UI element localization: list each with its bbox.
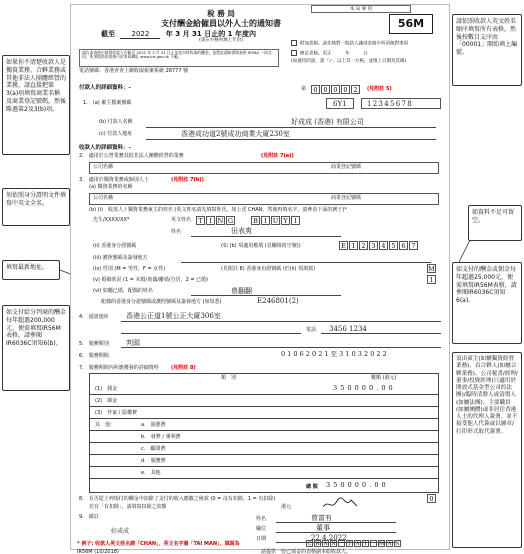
callout-signatory: 須由東主(如屬獨資經營業務)、首合夥人(如屬合夥業務)、公司秘書/經理/董事/投資經理(只適用於開放式基金型公司的法團)/臨時清盤人或清盤人(如屬法團)、主要職員(如屬團體)或非居住香港人士的代理人簽署。並不接受他人代簽或以圖章/打印形式取代簽署。: [452, 352, 522, 548]
table-row-divider: [89, 478, 439, 479]
table-row-label: 其 他：: [95, 422, 116, 428]
table-row-label: (3) 作家 / 版權費: [95, 410, 137, 416]
form-title: 支付酬金給僱員以外人士的通知書: [161, 19, 281, 28]
table-row-divider: [89, 406, 439, 407]
table-row-sublabel: b. 發費 / 專利費: [141, 434, 181, 440]
checkbox-note: (如適用的請，請「✓」以上其一方格，並填上日期及頁碼): [291, 59, 407, 65]
company-row-1[interactable]: [89, 162, 439, 174]
sex-box[interactable]: M: [428, 265, 435, 273]
company-row-2[interactable]: [89, 193, 439, 205]
table-row-divider: [89, 454, 439, 455]
chinese-name[interactable]: 田表爽: [231, 227, 252, 235]
payer-address[interactable]: 香港成功道2號成功商業大廈230室: [181, 130, 290, 138]
table-row-amount[interactable]: 3 5 0 0 0 0 . 0 0: [333, 384, 394, 392]
table-row-sublabel: a. 演藝費: [141, 422, 166, 428]
table-row-label: (1) 佣金: [95, 386, 118, 392]
instruction-note: 請在本表格中填寫收款人在截至 2022 年 3 月 31 日止年度內所收取的酬金，並將此通知書與表格 IR56A 一同交回。所須填寫的表格可於本局網址 www.ird.gov.hk 下載。: [79, 49, 279, 67]
table-row-sublabel: e. 其他: [141, 470, 161, 476]
tax-deducted-box[interactable]: 0: [427, 494, 437, 503]
payer-section-title: 付款人的詳細資料：-: [79, 85, 131, 91]
table-row-divider: [89, 430, 439, 431]
form-type-checkboxes: [291, 40, 446, 68]
table-row-sublabel: c. 顧問費: [141, 446, 166, 452]
sign-date[interactable]: 22.4.2022: [311, 534, 347, 542]
signer-name[interactable]: 曾富有: [311, 514, 332, 522]
table-row-divider: [89, 394, 439, 395]
english-name-boxes[interactable]: T I N G B I U Y I: [196, 216, 301, 225]
year-note: (請在方格內填上年份): [198, 38, 243, 43]
callout-business-type: 如果你不清楚收款人是獨資業務、合夥業務或其他非法人團體經營的業務，請直接把第3(a)項填寫商業名稱及商業登記號碼，然後略過第2及3(b)項。: [2, 55, 70, 155]
callout-sheet-order: 請依照收款人英文姓名順序填寫所有表格，然後按數目支序由「00001」開始填上編號。: [452, 14, 522, 86]
sheet-number-digits[interactable]: 0 0 0 0 2: [311, 85, 361, 94]
table-row-divider: [89, 466, 439, 467]
telephone[interactable]: 3456 1234: [329, 325, 367, 333]
service-type[interactable]: 判頭: [126, 339, 140, 347]
note-footer: 電話號碼：香港查查上網收取報案系統 28777 號: [79, 68, 189, 74]
office-use-box: 本 局 專 用: [311, 5, 411, 13]
example-name-boxes: C H A N T A I M A N: [307, 541, 400, 547]
year-field[interactable]: 2022: [120, 30, 160, 39]
company-chop: 好成成: [111, 528, 130, 535]
callout-full-name: 須依照身分證明文件填寫中英文全名。: [2, 188, 70, 226]
spouse-id[interactable]: E246801(2): [257, 297, 299, 305]
table-row-sublabel: d. 服務費: [141, 458, 166, 464]
callout-latest-address: 填寫最新地址。: [2, 260, 60, 280]
callout-subcontractor: 如支付給分判商的酬金每年超過200,000元，便需填寫IR56M表格，請參閱IR6036C須知6(b)。: [2, 305, 70, 391]
spouse-name[interactable]: 曾翻翻: [231, 287, 252, 295]
signer-position[interactable]: 董事: [316, 524, 330, 532]
table-row-divider: [89, 442, 439, 443]
checkbox-amended[interactable]: 修訂表格。更正 年 日: [291, 50, 446, 57]
callout-optional-info: 如資料不足可留空。: [468, 205, 522, 241]
hkid-boxes[interactable]: E 1 2 3 4 5 6 7: [339, 241, 419, 250]
payer-name[interactable]: 好成成 (香港) 有限公司: [291, 118, 364, 126]
file-number: 12345678: [367, 100, 414, 108]
payee-section-title: 收款人的詳細資料：-: [79, 145, 131, 151]
correspondence-address[interactable]: 香港公正道1號公正大廈306室: [126, 312, 221, 320]
ir56m-form: 本 局 專 用 56M 稅 務 局 支付酬金給僱員以外人士的通知書 截至 2022 年 3 月 31 日止的 1 年度內 (請在方格內填上年份) 附加表格。請先核對一收款人識別表格中所須核對事項 修訂表格。更正 年 日 (如適用的請，請「✓」以上其一方格，並填上日期及頁碼) 請在本表格中填寫收款人在截至 2022 年 3 月 31 日止年度內所收取的酬金，並將此通知書與表格 IR56A 一同交回。所須填寫的表格可於本局網址 www.ird.gov.hk 下載。 電話號碼：香港查查上網收取報案系統 28777 號 付款人的詳細資料：- 第 0 0 0 0 2 (見附註 5) 1. (a) 僱主檔案號碼 6Y1 12345678 (b) 付款人名稱 好成成 (香港) 有限公司 (c) 付款人地址 香港成功道2號成功商業大廈230室 收款人的詳細資料：- 2. 適用於公營業務其批非法人團體經營的業務 (見附註 7(a)) 公司名稱 商業登記號碼 3. 適用於獨資業務或個別人士 (見附註 7(b)) (a) 獨資業務的名稱 公司名稱 商業登記號碼 (b) (i) 收款人 / 獨資業務東主的姓名 (英文姓名請先填寫姓氏，如上述 CHAN，然後再填名字，請參看下面的例子)* 先生/XXXX/XX* 英文姓名 T I N G B I U Y I 姓名 田表爽 (ii) 香港身分證號碼 (如 (b) 項適用應填 (見欄填寫空號)) E 1 2 3 4 5 6 7 (iii) 護照號碼及簽發地方 (iv) 性別 (M = 男性，F = 女性) (見附註 8) 香港身份證號碼 (於(ii) 項填寫) M (v) 婚姻狀況 (1 = 未婚/喪偶/離婚/分居，2 = 已婚) 1 (vi) 如屬已婚，配偶的姓名 曾翻翻 配偶的香港身分證號碼或護照號碼及簽發地方 (如知悉) E246801(2) 4. 通訊地址 香港公正道1號公正大廈306室 電話 3456 1234 5. 服務類別 判頭 6. 服務期間 0 1 0 6 2 0 2 1 至 3 1 0 3 2 0 2 2 7. 服務期間內所應獲發的詳細資料 (見附註 8) 類 別 數額 (港元) 總 額 3 5 0 0 0 0 . 0 0 8. 有否從上列項付的酬金中扣除了支付的收入應繳之稅款 (0 = 沒有扣除，1 = 有扣除) 0 若有「有扣除」，請填寫扣除之款額 港元 9. 備註 姓名 曾富有 職位 董事 日期 22.4.2022 好成成 * 例子: 收款人英文姓名謂「CHAN」，英文名字謂「TAI MAN」，填寫為 C H A N T A I M A N IR56M (10/2018) 請提供一份已填妥的表格副本給收款人。 (1) 佣金 3 5 0 0 0 0 . 0 0 (2) 雜金 (3) 作家 / 版權費 其 他： a. 演藝費 b. 發費 / 專利費 c. 顧問費 d. 服務費 e. 其他: [70, 4, 450, 550]
dept-title: 稅 務 局: [207, 9, 235, 18]
total-amount[interactable]: 3 5 0 0 0 0 . 0 0: [326, 481, 387, 489]
year-line: 截至 2022 年 3 月 31 日止的 1 年度內: [101, 30, 256, 38]
table-row-label: (2) 雜金: [95, 398, 118, 404]
title-field[interactable]: 先生/XXXX/XX*: [93, 217, 130, 223]
table-row-divider: [89, 418, 439, 419]
service-period[interactable]: 0 1 0 6 2 0 2 1 至 3 1 0 3 2 0 2 2: [281, 350, 387, 358]
callout-commission: 如支付的酬金或佣金每年超過25,000元，便需填寫IR56M表格，請參閱IR6036C須知6(a)。: [452, 262, 522, 344]
signature-mark: [321, 497, 361, 511]
form-code: 56M: [389, 14, 433, 34]
marital-status-box[interactable]: 1: [427, 275, 437, 284]
checkbox-supplementary[interactable]: 附加表格。請先核對一收款人識別表格中所須核對事項: [291, 40, 446, 47]
file-prefix: 6Y1: [333, 100, 347, 108]
